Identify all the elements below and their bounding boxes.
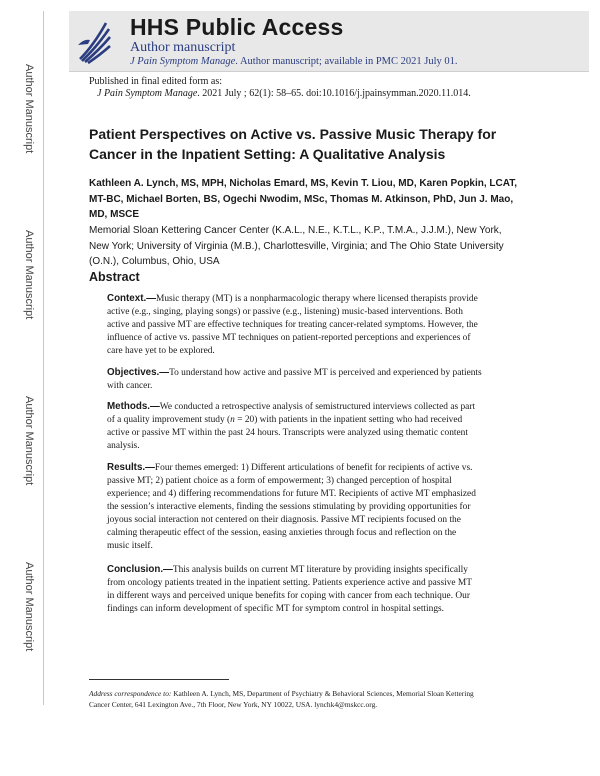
objectives-label: Objectives.— xyxy=(107,367,170,378)
affiliation-line: Memorial Sloan Kettering Cancer Center (K.A.L., N.E., K.T.L., K.P., T.M.A., J.J.M.), New York, xyxy=(89,225,502,236)
abstract-results xyxy=(107,461,557,553)
abstract-line: from oncology patients treated in the inpatient setting. Patients experience active and passive MT xyxy=(107,578,472,588)
abstract-objectives xyxy=(107,366,557,393)
methods-text: = 20) with patients in the inpatient setting who had received xyxy=(234,415,463,425)
abstract-line xyxy=(107,563,557,577)
hhs-eagle-logo xyxy=(76,15,112,65)
footnote-text: Kathleen A. Lynch, MS, Department of Psychiatry & Behavioral Sciences, Memorial Sloan Kettering xyxy=(171,689,474,698)
article-title xyxy=(89,124,559,164)
title-line: Cancer in the Inpatient Setting: A Qualitative Analysis xyxy=(89,146,446,162)
abstract-line xyxy=(107,461,557,475)
abstract-line: the session’s interactive elements, finding the sessions stimulating by providing opportunities for xyxy=(107,502,471,512)
conclusion-label: Conclusion.— xyxy=(107,564,173,575)
abstract-context xyxy=(107,292,557,358)
published-in-label: Published in final edited form as: xyxy=(89,76,223,87)
citation-details: . 2021 July ; 62(1): 58–65. doi:10.1016/j.jpainsymman.2020.11.014. xyxy=(197,88,471,99)
footnote-label: Address correspondence to: xyxy=(89,689,172,698)
methods-text: of a quality improvement study ( xyxy=(107,415,231,425)
abstract-line: music itself. xyxy=(107,541,153,551)
footnote-line xyxy=(89,689,559,700)
title-line: Patient Perspectives on Active vs. Passive Music Therapy for xyxy=(89,126,497,142)
abstract-line: joyous social interaction not centered on their diagnosis. Passive MT recipients focused on the xyxy=(107,515,461,525)
author-line: MT-BC, Michael Borten, BS, Ogechi Nwodim, MSc, Thomas M. Atkinson, PhD, Jun J. Mao, xyxy=(89,193,514,205)
abstract-line: influence of active vs. passive MT techniques on patient-reported perceptions and experiences of xyxy=(107,333,471,343)
abstract-line: care have yet to be explored. xyxy=(107,346,215,356)
abstract-line: calming therapeutic effect of the session, easing anxieties through focus and reflection on the xyxy=(107,528,457,538)
abstract-line: experience; and 4) differing recommendations for future MT. Recipients of active MT emphasized xyxy=(107,489,476,499)
side-label-author-manuscript: Author Manuscript xyxy=(23,230,35,320)
objectives-text: To understand how active and passive MT is perceived and experienced by patients xyxy=(169,368,482,378)
author-line: MD, MSCE xyxy=(89,209,139,220)
sample-size-n: n xyxy=(230,415,235,425)
context-text: Music therapy (MT) is a nonpharmacologic therapy where licensed therapists provide xyxy=(156,294,478,304)
hhs-public-access-title: HHS Public Access xyxy=(130,14,344,40)
methods-text: We conducted a retrospective analysis of semistructured interviews collected as part xyxy=(159,402,476,412)
footnote-line: Cancer Center, 641 Lexington Ave., 7th Floor, New York, NY 10022, USA. lynchk4@mskcc.org. xyxy=(89,699,378,709)
side-label-author-manuscript: Author Manuscript xyxy=(23,562,35,652)
abstract-line xyxy=(107,292,557,306)
abstract-line xyxy=(107,414,557,427)
availability-text: . Author manuscript; available in PMC 2021 July 01. xyxy=(235,56,458,67)
abstract-line: passive MT; 2) patient choice as a form of empowerment; 3) changed perception of hospital xyxy=(107,476,452,486)
results-label: Results.— xyxy=(107,462,155,473)
margin-rule xyxy=(43,11,44,705)
journal-availability-note xyxy=(130,56,458,67)
abstract-methods xyxy=(107,400,557,453)
abstract-line: active or passive MT within the past 24 hours. Transcripts were analyzed using thematic content xyxy=(107,428,468,438)
abstract-line xyxy=(107,400,557,414)
author-list xyxy=(89,176,559,223)
abstract-heading: Abstract xyxy=(89,270,140,284)
footnote-rule xyxy=(89,679,229,680)
citation-journal: J Pain Symptom Manage xyxy=(97,88,198,99)
methods-label: Methods.— xyxy=(107,401,160,412)
abstract-line: active and passive MT are effective techniques for treating cancer-related symptoms. However, the xyxy=(107,320,478,330)
correspondence-footnote xyxy=(89,689,559,710)
side-label-author-manuscript: Author Manuscript xyxy=(23,64,35,154)
author-manuscript-subtitle: Author manuscript xyxy=(130,40,236,55)
affiliation-line: (O.N.), Columbus, Ohio, USA xyxy=(89,256,220,267)
conclusion-text: This analysis builds on current MT literature by providing insights specifically xyxy=(172,565,468,575)
citation-line xyxy=(97,88,471,99)
abstract-line: in different ways and perceived unique benefits for coping with cancer from each technique. Our xyxy=(107,591,470,601)
affiliations xyxy=(89,223,559,270)
abstract-line: active (e.g., singing, playing songs) or passive (e.g., listening) music-based interventions. Both xyxy=(107,307,463,317)
abstract-conclusion xyxy=(107,563,557,616)
context-label: Context.— xyxy=(107,293,156,304)
abstract-line: with cancer. xyxy=(107,381,153,391)
abstract-line xyxy=(107,366,557,380)
results-text: Four themes emerged: 1) Different articulations of benefit for recipients of active vs. xyxy=(154,463,473,473)
author-line: Kathleen A. Lynch, MS, MPH, Nicholas Emard, MS, Kevin T. Liou, MD, Karen Popkin, LCAT, xyxy=(89,178,518,189)
side-label-author-manuscript: Author Manuscript xyxy=(23,396,35,486)
abstract-line: analysis. xyxy=(107,441,140,451)
journal-name: J Pain Symptom Manage xyxy=(130,56,236,67)
abstract-line: findings can inform development of specific MT for symptom control in hospital settings. xyxy=(107,604,445,614)
affiliation-line: New York; University of Virginia (M.B.), Charlottesville, Virginia; and The Ohio State University xyxy=(89,240,504,252)
